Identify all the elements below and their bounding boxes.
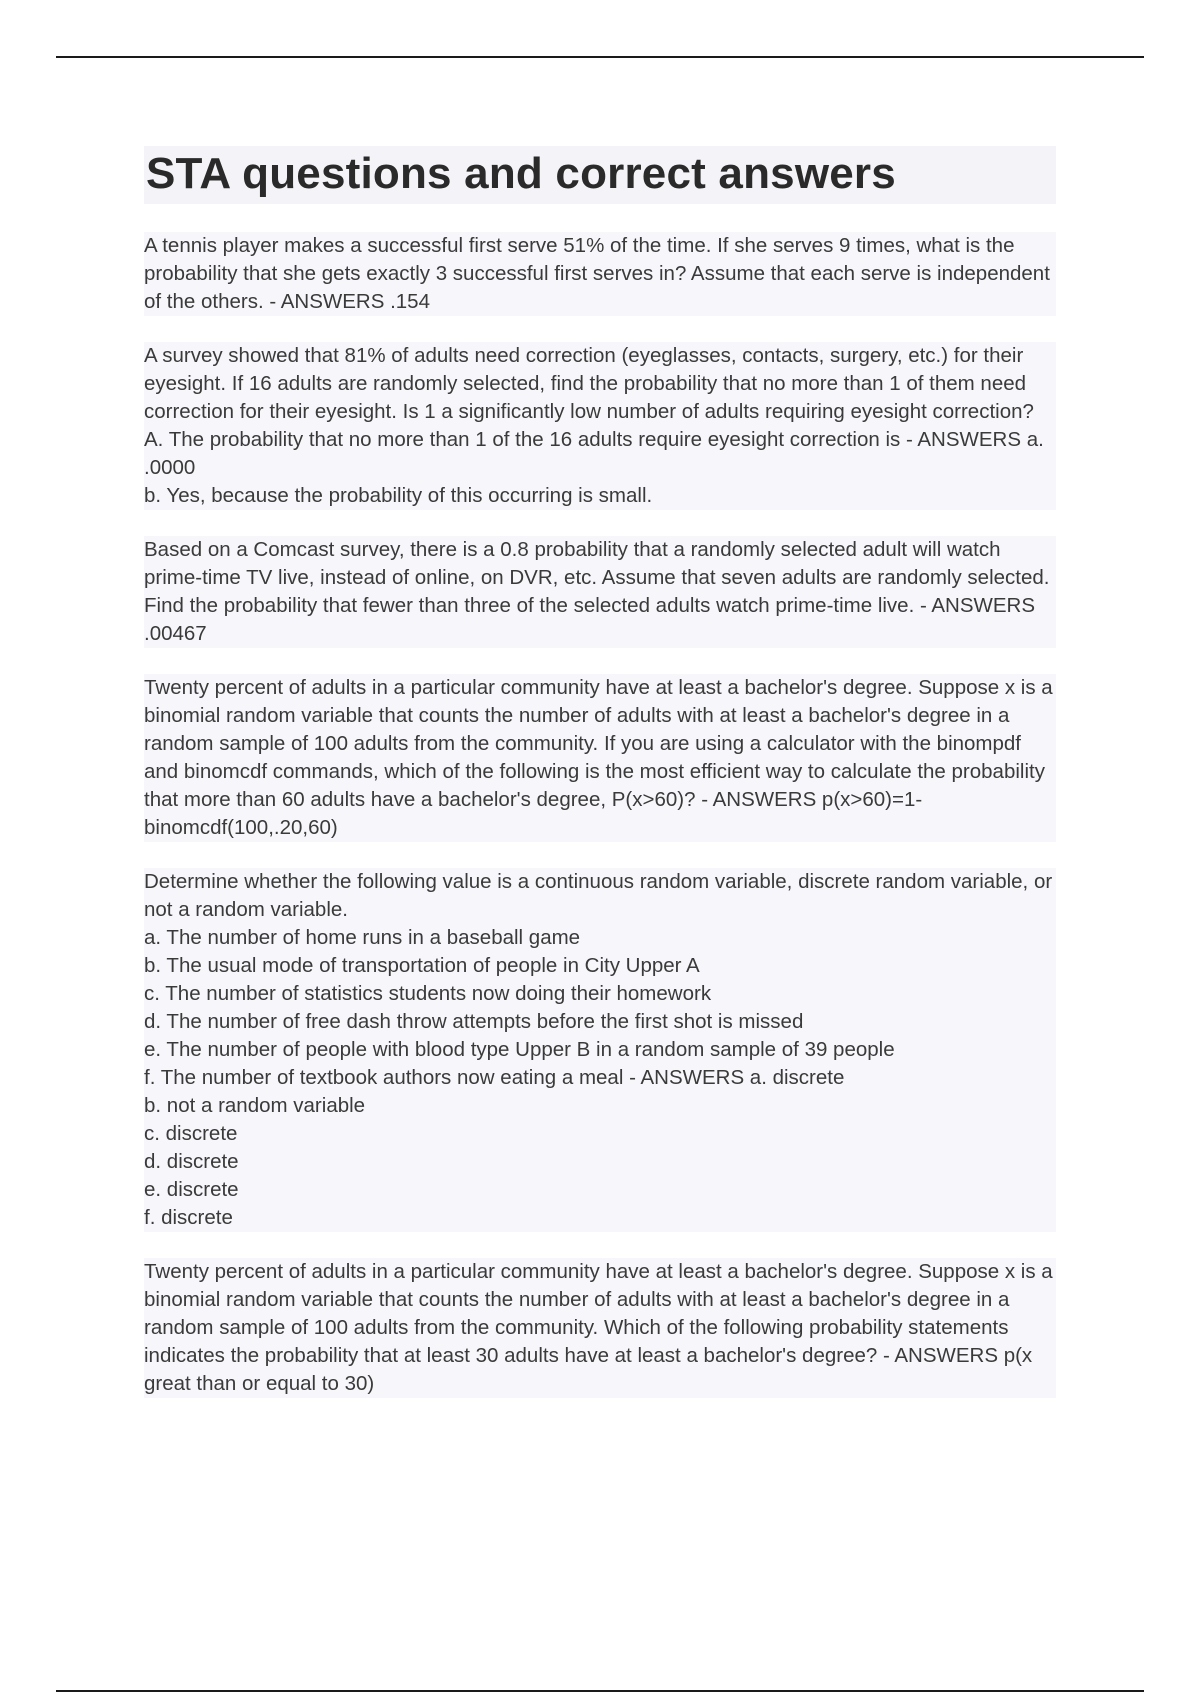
bottom-rule	[56, 1690, 1144, 1692]
qa-item-1: A tennis player makes a successful first serve 51% of the time. If she serves 9 times, what is the probability that she gets exactly 3 successful first serves in? Assume that each serve is independent of the others. - ANSWERS .154	[144, 232, 1056, 316]
qa-item-5: Determine whether the following value is a continuous random variable, discrete random variable, or not a random variable. a. The number of home runs in a baseball game b. The usual mode of transportation of people in City Upper A c. The number of statistics students now doing their homework d. The number of free dash throw attempts before the first shot is missed e. The number of people with blood type Upper B in a random sample of 39 people f. The number of textbook authors now eating a meal - ANSWERS a. discrete b. not a random variable c. discrete d. discrete e. discrete f. discrete	[144, 868, 1056, 1232]
qa-item-2: A survey showed that 81% of adults need correction (eyeglasses, contacts, surgery, etc.) for their eyesight. If 16 adults are randomly selected, find the probability that no more than 1 of them need correction for their eyesight. Is 1 a significantly low number of adults requiring eyesight correction? A. The probability that no more than 1 of the 16 adults require eyesight correction is - ANSWERS a. .0000 b. Yes, because the probability of this occurring is small.	[144, 342, 1056, 510]
top-rule	[56, 56, 1144, 58]
page-title: STA questions and correct answers	[144, 146, 1056, 204]
qa-item-3: Based on a Comcast survey, there is a 0.8 probability that a randomly selected adult will watch prime-time TV live, instead of online, on DVR, etc. Assume that seven adults are randomly selected. Find the probability that fewer than three of the selected adults watch prime-time live. - ANSWERS .00467	[144, 536, 1056, 648]
qa-item-4: Twenty percent of adults in a particular community have at least a bachelor's degree. Suppose x is a binomial random variable that counts the number of adults with at least a bachelor's degree in a random sample of 100 adults from the community. If you are using a calculator with the binompdf and binomcdf commands, which of the following is the most efficient way to calculate the probability that more than 60 adults have a bachelor's degree, P(x>60)? - ANSWERS p(x>60)=1-binomcdf(100,.20,60)	[144, 674, 1056, 842]
qa-item-6: Twenty percent of adults in a particular community have at least a bachelor's degree. Suppose x is a binomial random variable that counts the number of adults with at least a bachelor's degree in a random sample of 100 adults from the community. Which of the following probability statements indicates the probability that at least 30 adults have at least a bachelor's degree? - ANSWERS p(x great than or equal to 30)	[144, 1258, 1056, 1398]
document-body	[144, 146, 1056, 1398]
